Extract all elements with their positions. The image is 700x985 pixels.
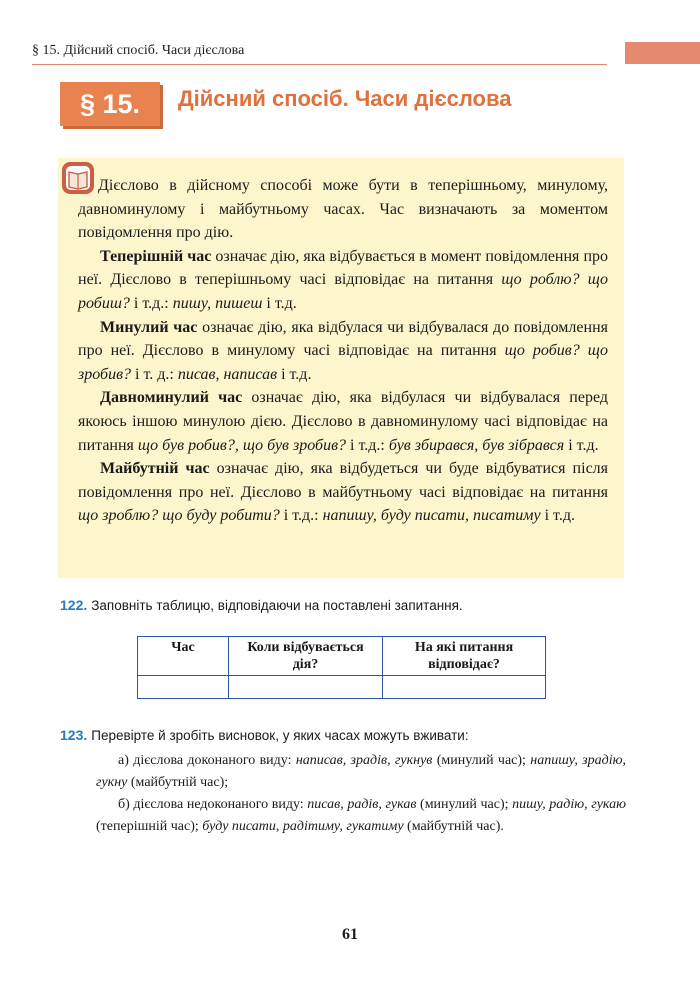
fill-table xyxy=(137,636,546,699)
rule-text xyxy=(78,174,608,528)
table-cell[interactable] xyxy=(138,676,229,699)
rule-present: Теперішній час означає дію, яка відбувається в момент повідомлення про неї. Дієслово в теперішньому часі відповідає на питання що роблю? що робиш? і т.д.: пишу, пишеш і т.д. xyxy=(78,247,609,312)
section-badge: § 15. xyxy=(60,82,160,126)
running-head: § 15. Дійсний спосіб. Часи дієслова xyxy=(32,43,245,58)
rule-future: Майбутній час означає дію, яка відбудеться чи буде відбуватися після повідомлення про неї. Дієслово в майбутньому часі відповідає на питання що зроблю? що буду робити? і т.д.: напишу, буду писати, писатиму і т.д. xyxy=(78,460,609,525)
task-123-b: б) дієслова недоконаного виду: писав, радів, гукав (минулий час); пишу, радію, гукаю (теперішній час); буду писати, радітиму, гукатиму (майбутній час). xyxy=(96,797,626,834)
page-number: 61 xyxy=(342,926,358,943)
rule-pluperfect: Давноминулий час означає дію, яка відбулася чи відбувалася перед якоюсь іншою минулою дією. Дієслово в давноминулому часі відповідає на питання що був робив?, що був зробив? і т.д.: був збирався, був зібрався і т.д. xyxy=(78,389,608,454)
task-123-a: а) дієслова доконаного виду: написав, зрадів, гукнув (минулий час); напишу, зрадію, гукну (майбутній час); xyxy=(96,753,626,790)
task-text: Заповніть таблицю, відповідаючи на поставлені запитання. xyxy=(91,598,463,613)
rule-past: Минулий час означає дію, яка відбулася чи відбувалася до повідомлення про неї. Дієслово в минулому часі відповідає на питання що робив? що зробив? і т. д.: писав, написав і т.д. xyxy=(78,318,609,383)
task-123-items xyxy=(96,750,626,838)
task-123 xyxy=(60,727,620,743)
corner-tab xyxy=(625,42,700,64)
table-cell[interactable] xyxy=(229,676,383,699)
section-title: Дійсний спосіб. Часи дієслова xyxy=(178,86,512,111)
table-header-row xyxy=(138,637,546,676)
table-header-cell: Коли відбувається дія? xyxy=(229,637,383,676)
table-cell[interactable] xyxy=(383,676,546,699)
task-number: 123. xyxy=(60,727,88,743)
rule-intro: Дієслово в дійсному способі може бути в теперішньому, минулому, давноминулому і майбутньому часах. Час визначають за моментом повідомлення про дію. xyxy=(78,177,608,242)
table-row xyxy=(138,676,546,699)
header-rule xyxy=(32,64,607,65)
table-header-cell: Час xyxy=(138,637,229,676)
task-number: 122. xyxy=(60,597,88,613)
task-122 xyxy=(60,597,620,613)
table-header-cell: На які питання відповідає? xyxy=(383,637,546,676)
task-text: Перевірте й зробіть висновок, у яких часах можуть вживати: xyxy=(91,728,469,743)
